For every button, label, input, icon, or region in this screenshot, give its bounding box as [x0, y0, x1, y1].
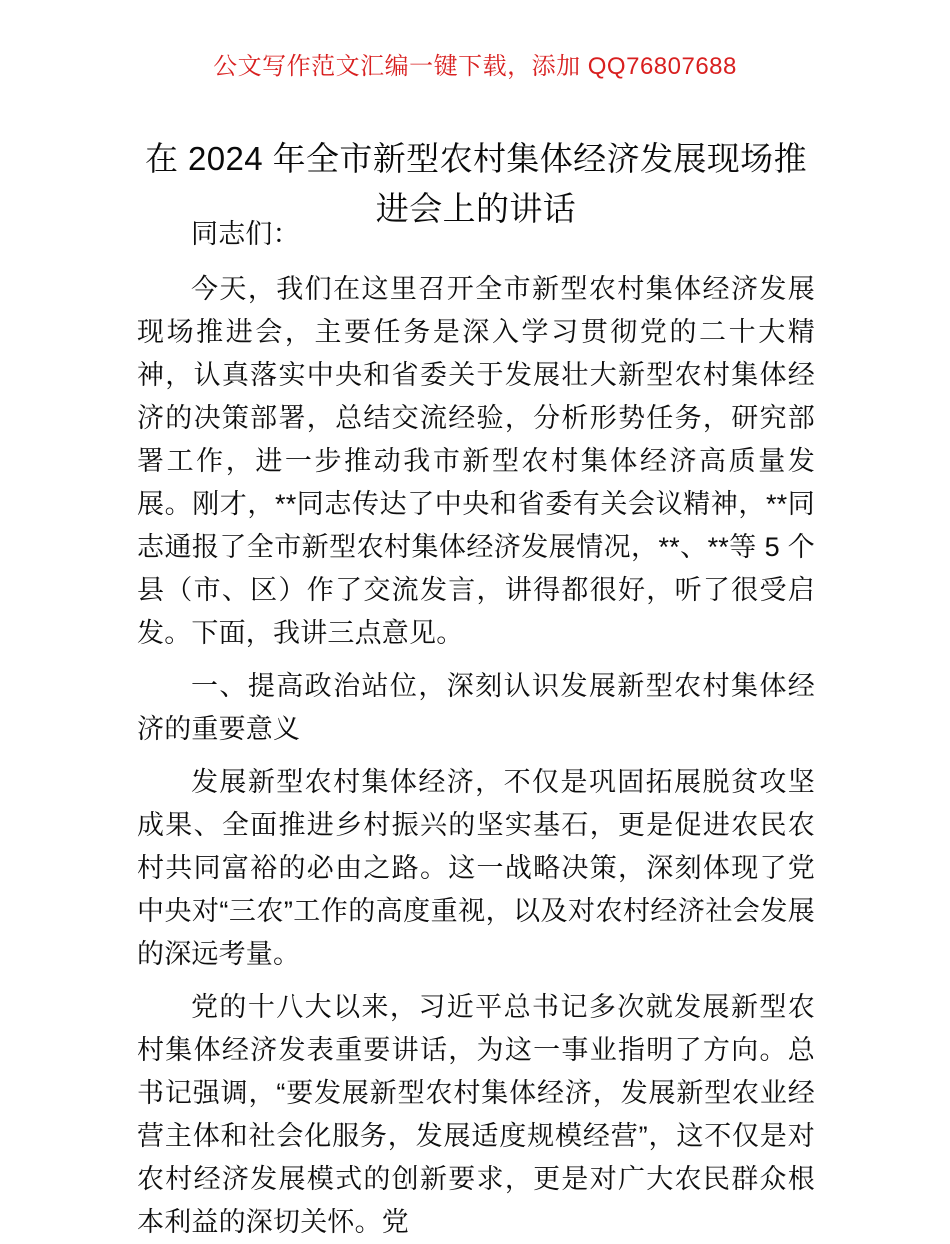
- salutation: 同志们：: [191, 219, 300, 249]
- document-title: 在 2024 年全市新型农村集体经济发展现场推进会上的讲话: [145, 140, 807, 228]
- promo-header-text: 公文写作范文汇编一键下载，添加 QQ76807688: [213, 53, 737, 80]
- paragraph-section1-first: 发展新型农村集体经济，不仅是巩固拓展脱贫攻坚成果、全面推进乡村振兴的坚实基石，更是促进农民农村共同富裕的必由之路。这一战略决策，深刻体现了党中央对“三农”工作的高度重视，以及对农村经济社会发展的深远考量。: [137, 767, 815, 969]
- paragraph-opening: 今天，我们在这里召开全市新型农村集体经济发展现场推进会，主要任务是深入学习贯彻党的二十大精神，认真落实中央和省委关于发展壮大新型农村集体经济的决策部署，总结交流经验，分析形势任务，研究部署工作，进一步推动我市新型农村集体经济高质量发展。刚才，**同志传达了中央和省委有关会议精神，**同志通报了全市新型农村集体经济发展情况，**、**等 5 个县（市、区）作了交流发言，讲得都很好，听了很受启发。下面，我讲三点意见。: [137, 274, 815, 648]
- document-body: [137, 213, 815, 1244]
- paragraph-section1-second: 党的十八大以来，习近平总书记多次就发展新型农村集体经济发表重要讲话，为这一事业指明了方向。总书记强调，“要发展新型农村集体经济，发展新型农业经营主体和社会化服务，发展适度规模经营”，这不仅是对农村经济发展模式的创新要求，更是对广大农民群众根本利益的深切关怀。党: [137, 992, 815, 1237]
- section-heading-one: 一、提高政治站位，深刻认识发展新型农村集体经济的重要意义: [137, 671, 815, 744]
